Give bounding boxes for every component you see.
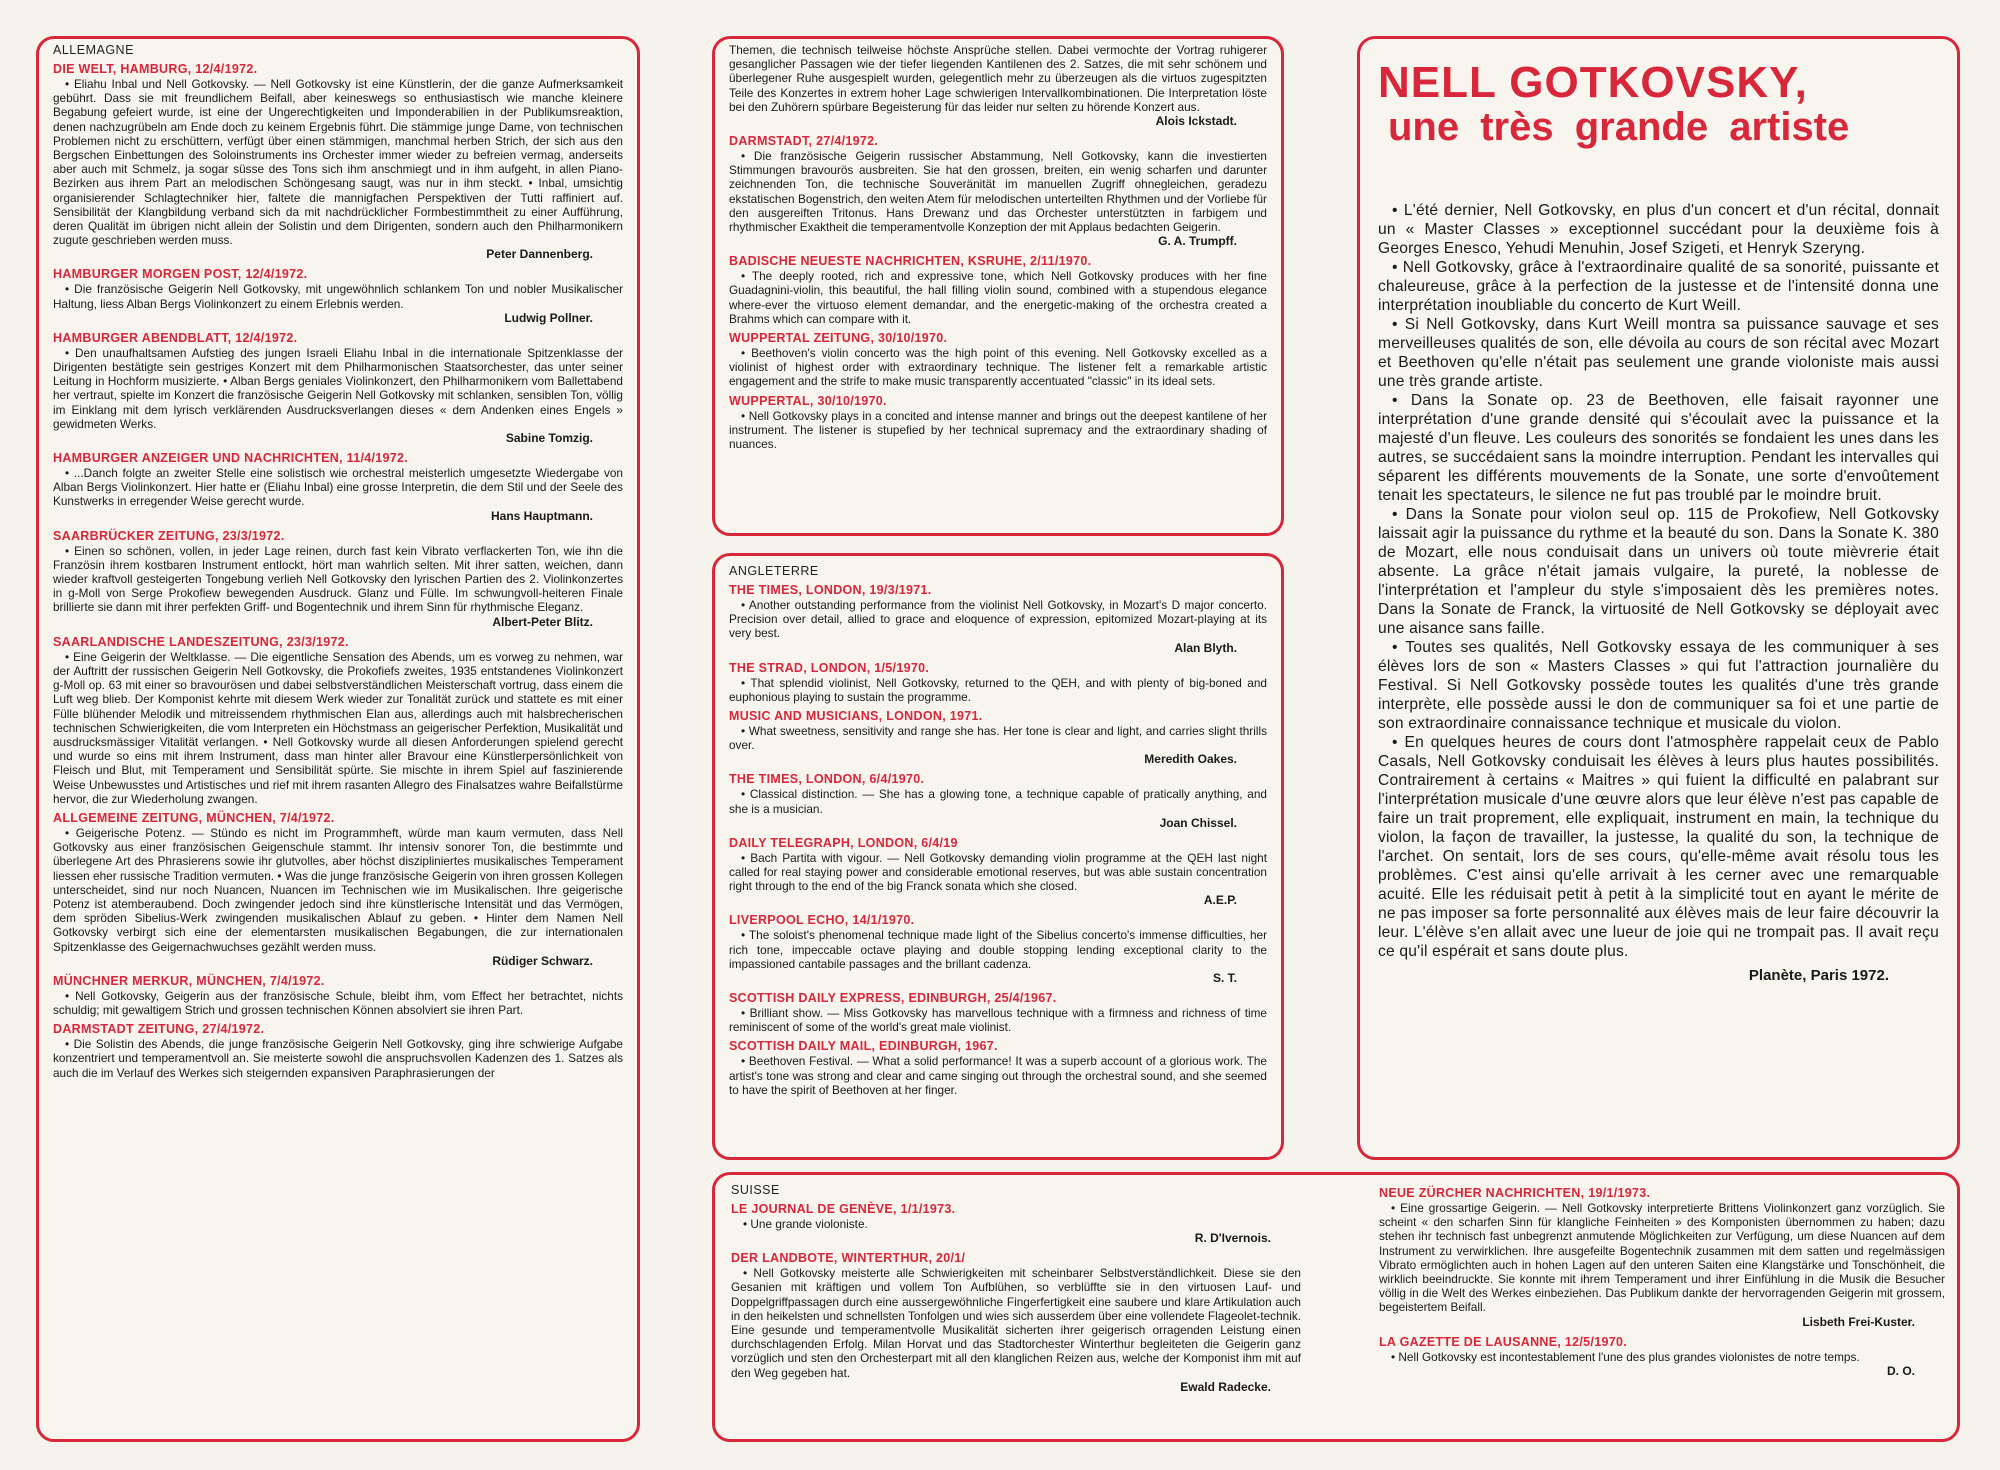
review-signature: Peter Dannenberg.: [486, 247, 593, 262]
review-source: BADISCHE NEUESTE NACHRICHTEN, KSRUHE, 2/11/1970.: [729, 254, 1092, 269]
article-paragraph: • Si Nell Gotkovsky, dans Kurt Weill montra sa puissance sauvage et ses merveilleuses qualités de son, elle dévoila au cours de son récital avec Mozart et Beethoven qu'elle n'était pas seulement une grande violoniste mais aussi une très grande artiste.: [1378, 316, 1939, 390]
review-source: HAMBURGER ANZEIGER UND NACHRICHTEN, 11/4/1972.: [53, 451, 409, 466]
review-source: THE STRAD, LONDON, 1/5/1970.: [729, 660, 930, 675]
review-signature: G. A. Trumpff.: [1158, 234, 1237, 249]
review-text: • Die Solistin des Abends, die junge französische Geigerin Nell Gotkovsky, ging ihre schwierige Aufgabe konzentriert und temperamentvoll an. Sie meisterte sowohl die anspruchsvollen Kadenzen des 1. Satzes als auch die im Verlauf des Werkes sich steigernden expansiven Paraphrasierungen der: [53, 1037, 623, 1080]
review-text: • Eine Geigerin der Weltklasse. — Die eigentliche Sensation des Abends, um es vorweg zu nehmen, war der Auftritt der russischen Geigerin Nell Gotkovsky, die Prokofiefs zweites, 1935 entstandenes Violinkonzert g-Moll op. 63 mit einer so bravourösen und dabei selbstverständlichen Meisterschaft vortrug, dass einem die Luft weg blieb. Der Komponist kehrte mit diesem Werk wieder zur Tonalität zurück und stattete es mit einer Fülle blühender Melodik und mitreissendem rhythmischen Elan aus, allerdings auch mit halsbrecherischen technischen Schwierigkeiten, die vom Interpreten ein Höchstmass an geigerischer Perfektion, Musikalität und ausdrucksmässiger Vitalität verlangen. • Nell Gotkovsky wurde all diesen Anforderungen spielend gerecht und wurde so eins mit ihrem Instrument, dass man hinter aller Bravour eine Künstlerpersönlichkeit von Fleisch und Blut, mit Temperament und Sensibilität spürte. Sie mischte in ihrem Spiel auf faszinierende Weise Unbewusstes und Artistisches und rief mit ihrem rasanten Allegro des Finalsatzes wahre Beifallstürme hervor, die zur Wiederholung zwangen.: [53, 649, 623, 806]
review-source: LE JOURNAL DE GENÈVE, 1/1/1973.: [731, 1202, 956, 1216]
review-source: DIE WELT, HAMBURG, 12/4/1972.: [53, 62, 258, 76]
review-source: DAILY TELEGRAPH, LONDON, 6/4/19: [729, 835, 958, 850]
review-source: THE TIMES, LONDON, 19/3/1971.: [729, 583, 932, 597]
review-text: • Classical distinction. — She has a glowing tone, a technique capable of pratically anything, and she is a musician.: [729, 787, 1267, 816]
article-paragraph: • Toutes ses qualités, Nell Gotkovsky essaya de les communiquer à ses élèves lors de son « Masters Classes » qui fut l'attraction journalière du Festival. Si Nell Gotkovsky possède toutes les qualités d'une très grande interprète, elle possède aussi le don de communiquer sa foi et une partie de son extraordinaire connaissance technique et musicale du violon.: [1378, 639, 1939, 732]
review-signature: Alan Blyth.: [1174, 640, 1237, 655]
review-text: • Die französische Geigerin Nell Gotkovsky, mit ungewöhnlich schlankem Ton und nobler Musikalischer Haltung, liess Alban Bergs Violinkonzert zu einem Erlebnis werden.: [53, 282, 623, 311]
article-paragraph: • L'été dernier, Nell Gotkovsky, en plus d'un concert et d'un récital, donnait un « Master Classes » exceptionnel succédant pour la deuxième fois à Georges Enesco, Yehudi Menuhin, Josef Szigeti, et Henryk Szeryng.: [1378, 202, 1939, 257]
article-body: [1378, 201, 1939, 961]
review-signature: R. D'Ivernois.: [1194, 1231, 1271, 1246]
review-signature: Ewald Radecke.: [1180, 1379, 1271, 1394]
review-text: • That splendid violinist, Nell Gotkovsky, returned to the QEH, and with plenty of big-boned and euphonious playing to sustain the programme.: [729, 675, 1267, 704]
review-signature: Lisbeth Frei-Kuster.: [1802, 1314, 1915, 1329]
box-feature-article: [1357, 36, 1960, 1160]
review-text: • Beethoven Festival. — What a solid performance! It was a superb account of a glorious work. The artist's tone was strong and clear and came singing out through the orchestral sound, and she seemed to have the spirit of Beethoven at her finger.: [729, 1054, 1267, 1097]
review-source: MÜNCHNER MERKUR, MÜNCHEN, 7/4/1972.: [53, 973, 325, 988]
article-subtitle: une très grande artiste: [1388, 105, 1850, 149]
review-signature: Ludwig Pollner.: [504, 310, 593, 325]
box-england: [712, 553, 1284, 1160]
review-text: • Den unaufhaltsamen Aufstieg des jungen Israeli Eliahu Inbal in die internationale Spitzenklasse der Dirigenten bestätigte sein gestriges Konzert mit dem Philharmonischen Staatsorchester, das unter seiner Leitung in Hochform musizierte. • Alban Bergs geniales Violinkonzert, den Philharmonikern vom Ballettabend her vertraut, spielte im Konzert die französische Geigerin Nell Gotkovsky mit schlanken, sensiblen Ton, völlig im Einklang mit dem lyrisch verklärenden Ausdrucksverlangen dieses « dem Andenken eines Engels » gewidmeten Werks.: [53, 345, 623, 431]
review-signature: Albert-Peter Blitz.: [492, 614, 593, 629]
review-source: SCOTTISH DAILY EXPRESS, EDINBURGH, 25/4/1967.: [729, 991, 1057, 1006]
article-paragraph: • Nell Gotkovsky, grâce à l'extraordinaire qualité de sa sonorité, puissante et chaleureuse, grâce à la perfection de la justesse et de l'intensité donna une interprétation inoubliable du concerto de Kurt Weill.: [1378, 259, 1939, 314]
region-label: SUISSE: [731, 1183, 780, 1197]
review-signature: Hans Hauptmann.: [490, 508, 593, 523]
article-title: NELL GOTKOVSKY,: [1378, 58, 1808, 107]
review-text: • Nell Gotkovsky plays in a concited and intense manner and brings out the deepest kantilene of her instrument. The listener is stupefied by her technical supremacy and the extraordinary shading of nuances.: [729, 408, 1267, 452]
review-text: • Beethoven's violin concerto was the high point of this evening. Nell Gotkovsky excelled as a violinist of highest order with extraordinary technique. The listener felt a remarkable artistic engagement and the strife to make music transparently accentuated "classic" in its ideal sets.: [729, 346, 1267, 389]
review-source: SAARBRÜCKER ZEITUNG, 23/3/1972.: [53, 528, 285, 543]
review-signature: D. O.: [1886, 1363, 1915, 1378]
review-source: DARMSTADT, 27/4/1972.: [729, 134, 879, 149]
review-list: [53, 62, 623, 1080]
review-text: • Geigerische Potenz. — Stündo es nicht im Programmheft, würde man kaum vermuten, dass Nell Gotkovsky aus einer französischen Geigenschule stammt. Ihr intensiv sonorer Ton, die bestimmte und überlegene Art des Phrasierens sowie ihr glutvolles, aber höchst diszipliniertes musikalisches Temperament liessen eher russische Tradition vermuten. • Was die junge französische Geigerin von ihren grossen Kollegen unterscheidet, sind nur noch Nuancen, Nuancen im Technischen wie im Musikalischen. Ihre geigerische Potenz ist atemberaubend. Doch zwingender jedoch sind ihre künstlerische Intensität und das Vermögen, dem spröden Sibelius-Werk zwingenden musikalischen Ablauf zu geben. • Hinter dem Namen Nell Gotkovsky verbirgt sich eine der elementarsten musikalischen Begabungen, die zur internationalen Spitzenklasse des Geigernachwuchses gezählt werden muss.: [53, 825, 623, 954]
review-list: [731, 1202, 1301, 1395]
review-source: ALLGEMEINE ZEITUNG, MÜNCHEN, 7/4/1972.: [53, 810, 335, 825]
region-label: ALLEMAGNE: [53, 43, 134, 57]
review-text: • Einen so schönen, vollen, in jeder Lage reinen, durch fast kein Vibrato verflackerten Ton, wie ihn die Französin ihrem kostbaren Instrument entlockt, hört man wahrlich selten. Mit ihrer satten, weichen, dann wieder kraftvoll gesteigerten Tongebung verlieh Nell Gotkovsky den lyrischen Partien des 2. Violinkonzertes in g-Moll von Serge Prokofiew bewegenden Ausdruck. Glanz und Fülle. Im schwungvoll-heiteren Finale brillierte sie dann mit ihrer perfekten Griff- und Bogentechnik und ihrem Sinn für rhythmische Eleganz.: [53, 543, 623, 615]
lead-text: Themen, die technisch teilweise höchste Ansprüche stellen. Dabei vermochte der Vortrag ruhigerer gesanglicher Passagen wie der tiefer liegenden Kantilenen des 2. Satzes, die mit sehr schönem und überlegener Ruhe ausgespielt wurden, gelegentlich mehr zu überzeugen als die virtuos zugespitzten Teile des Konzertes in extrem hoher Lage schwierigen Intervallkombinationen. Die Interpretation löste bei den Zuhörern spürbare Begeisterung für das leider nur selten zu hörende Konzert aus.: [729, 43, 1267, 114]
review-signature: Sabine Tomzig.: [505, 431, 593, 446]
article-paragraph: • Dans la Sonate pour violon seul op. 115 de Prokofiew, Nell Gotkovsky laissait agir la puissance du rythme et la beauté du son. Dans la Sonate K. 380 de Mozart, elle nous conduisait dans un univers où toute mièvrerie était absente. La grâce n'était jamais vulgaire, la pureté, la noblesse de l'interprétation et l'ampleur du style s'imposaient dès les premières notes. Dans la Sonate de Franck, la virtuosité de Nell Gotkovsky se déployait avec une aisance sans faille.: [1378, 506, 1939, 637]
review-source: LA GAZETTE DE LAUSANNE, 12/5/1970.: [1379, 1334, 1627, 1349]
review-source: DER LANDBOTE, WINTERTHUR, 20/1/: [731, 1251, 966, 1266]
review-signature: Joan Chissel.: [1159, 815, 1237, 830]
review-list: [729, 134, 1267, 451]
review-text: • The deeply rooted, rich and expressive tone, which Nell Gotkovsky produces with her fine Guadagnini-violin, this beautiful, the hall filling violin sound, combined with a stupendous elegance where-ever the virtuoso element demandar, and the energetic-making of the orchestra created a Brahms which can compare with it.: [729, 269, 1267, 326]
review-text: • Eine grossartige Geigerin. — Nell Gotkovsky interpretierte Brittens Violinkonzert ganz vorzüglich. Sie scheint « den scharfen Sinn für klangliche Feinheiten » des Komponisten übernommen zu haben; dazu stehen ihr technisch fast unbegrenzt anmutende Möglichkeiten zur Verfügung, um diese Nuancen auf dem Instrument zu verwirklichen. Ihre ausgefeilte Bogentechnik zusammen mit dem satten und regelmässigen Vibrato ermöglichten auch in hohen Lagen auf den unteren Saiten eine Klangstärke und Tonschönheit, die wirklich beeindruckte. Sie konnte mit ihrem Temperament und ihrer Einfühlung in die Musik die Besucher völlig in die Welt des Werkes einbeziehen. Das Publikum dankte der hervorragenden Geigerin mit grossem, begeistertem Beifall.: [1379, 1201, 1945, 1315]
review-list: [1379, 1186, 1945, 1379]
box-switzerland: [712, 1172, 1960, 1442]
review-text: • Another outstanding performance from the violinist Nell Gotkovsky, in Mozart's D major concerto. Precision over detail, allied to grace and eloquence of expression, epitomized Mozart-playing at its very best.: [729, 598, 1267, 641]
review-text: • Brilliant show. — Miss Gotkovsky has marvellous technique with a firmness and richness of time reminiscent of some of the world's great male violinist.: [729, 1006, 1267, 1035]
box-germany-continued: [712, 36, 1284, 536]
review-list: [729, 583, 1267, 1097]
region-label: ANGLETERRE: [729, 564, 819, 578]
review-source: MUSIC AND MUSICIANS, LONDON, 1971.: [729, 709, 983, 724]
review-source: NEUE ZÜRCHER NACHRICHTEN, 19/1/1973.: [1379, 1186, 1651, 1200]
review-text: • ...Danch folgte an zweiter Stelle eine solistisch wie orchestral meisterlich umgesetzte Wiedergabe von Alban Bergs Violinkonzert. Hier hatte er (Eliahu Inbal) eine grosse Interpretin, die dem Stil und der Seele des Kunstwerks in erregender Weise gerecht wurde.: [53, 466, 623, 509]
review-source: HAMBURGER ABENDBLATT, 12/4/1972.: [53, 330, 298, 345]
article-signature: Planète, Paris 1972.: [1748, 967, 1889, 984]
review-source: THE TIMES, LONDON, 6/4/1970.: [729, 772, 925, 787]
review-text: • Die französische Geigerin russischer Abstammung, Nell Gotkovsky, kann die investierten Stimmungen bravourös ausbreiten. Sie hat den grossen, breiten, ein wenig scharfen und darunter zeichnenden Ton, die technische Souveränität im manuellen Zugriff ohnegleichen, geradezu ekstatischen Bogenstrich, den weiten Atem für melodischen unterteilten Rhythmen und der Vorliebe für den ausgereiften Tritonus. Hans Drewanz und das Orchester unterstützten in farbigem und rhythmischer Exaktheit die temperamentvolle Konzeption der mit Applaus bedachten Geigerin.: [729, 149, 1267, 235]
review-signature: Rüdiger Schwarz.: [492, 953, 593, 968]
review-text: • What sweetness, sensitivity and range she has. Her tone is clear and light, and carries slight thrills over.: [729, 724, 1267, 753]
review-signature: S. T.: [1212, 971, 1237, 986]
switzerland-right: [1379, 1181, 1945, 1379]
review-signature: Meredith Oakes.: [1144, 752, 1237, 767]
review-source: SCOTTISH DAILY MAIL, EDINBURGH, 1967.: [729, 1039, 998, 1054]
box-germany: [36, 36, 640, 1442]
article-paragraph: • Dans la Sonate op. 23 de Beethoven, elle faisait rayonner une interprétation d'une grande densité qui s'écoulait avec la puissance et la majesté d'un fleuve. Les couleurs des sonorités se fondaient les unes dans les autres, se succédaient sans la moindre interruption. Pendant les intervalles qui séparent les différents mouvements de la Sonate, une sorte d'envoûtement tenait les spectateurs, le silence ne fut pas troublé par le moindre bruit.: [1378, 392, 1939, 504]
review-source: HAMBURGER MORGEN POST, 12/4/1972.: [53, 267, 308, 282]
review-source: WUPPERTAL, 30/10/1970.: [729, 393, 887, 408]
review-text: • Bach Partita with vigour. — Nell Gotkovsky demanding violin programme at the QEH last night called for real staying power and considerable emotional reserves, but was able sustain concentration right through to the end of the big Franck sonata which she closed.: [729, 850, 1267, 894]
review-text: • Nell Gotkovsky, Geigerin aus der französische Schule, bleibt ihm, vom Effect her betrachtet, nichts schuldig; mit gewaltigem Strich und grossen technischen Können absolviert sie ihren Part.: [53, 988, 623, 1017]
review-signature: A.E.P.: [1203, 893, 1237, 908]
lead-signature: Alois Ickstadt.: [1155, 114, 1237, 129]
review-text: • Eliahu Inbal und Nell Gotkovsky. — Nell Gotkovsky ist eine Künstlerin, der die ganze Aufmerksamkeit gebührt. Dass sie mit freundlichem Beifall, aber keineswegs so enthusiastisch wie manche kleinere Begabung gefeiert wurde, ist eine der Ungerechtigkeiten und Imponderabilien in der Publikumsreaktion, denen nachzugrübeln am Ende doch zu keinem Ergebnis führt. Die stämmige junge Dame, von technischen Problemen nicht zu erschüttern, verfügt über einen stämmigen, manchmal herben Strich, der sich aus den Bergschen Einbettungen des Soloinstruments ins Orchester immer wieder zu befreien vermag, anderseits aber auch mit Schmelz, ja sogar süsse des Tons sich ihm anschmiegt und in ihm aufgeht, in allen Piano-Bezirken aus ihrem Part an melodischen Schöngesang saugt, was nur in ihm steckt. • Inbal, umsichtig organisierender Schlagtechniker hier, faltete die mannigfachen Perspektiven der Tutti raffiniert auf. Sensibilität der Klangbildung verband sich da mit nachdrücklicher Formbestimmtheit zu einer Aufführung, deren Qualität im übrigen nicht allein der Solistin und dem Dirigenten, sondern auch den Philharmonikern zugute geschrieben werden muss.: [53, 77, 623, 248]
switzerland-left: [731, 1183, 1301, 1395]
review-source: WUPPERTAL ZEITUNG, 30/10/1970.: [729, 331, 948, 346]
article-paragraph: • En quelques heures de cours dont l'atmosphère rappelait ceux de Pablo Casals, Nell Gotkovsky conduisait les élèves à leurs plus hautes possibilités. Contrairement à certains « Maitres » qui fuient la difficulté en palabrant sur l'interprétation musicale d'une œuvre alors que leur élève n'est pas capable de faire un trait proprement, elle expliquait, instrument en main, la technique du violon, la façon de travailler, la justesse, la qualité du son, la technique de l'archet. On sentait, lors de ses cours, qu'elle-même avait résolu tous les problèmes. C'est ainsi qu'elle arrivait à les cerner avec une remarquable acuité. Elle les réduisait petit à petit à la simplicité tout en ayant le mérite de ne pas imposer sa forte personnalité aux élèves mais de leur faire découvrir la leur. L'élève s'en allait avec une lueur de joie qui ne trompait pas. Il avait reçu ce qu'il espérait et sans doute plus.: [1378, 734, 1939, 960]
review-text: • Nell Gotkovsky meisterte alle Schwierigkeiten mit scheinbarer Selbstverständlichkeit. Diese sie den Gesanien mit kräftigen und vollem Ton Aufblühen, so verblüffte sie in den virtuosen Lauf- und Doppelgriffpassagen durch eine aussergewöhnliche Fingerfertigkeit eine saubere und klare Artikulation auch in den heikelsten und schnellsten Tonfolgen und wies sich ausserdem über eine vollendete Flageolet-technik. Eine gesunde und temperamentvolle Musikalität sicherten ihrer geigerisch orragenden Leistung einen durchschlagenden Erfolg. Milan Horvat und das Stadtorchester Winterthur begleiteten die Geigerin ganz vorzüglich und sten den Orchesterpart mit all den klanglichen Reizen aus, welche der Komponist ihm mit auf den Weg gegeben hat.: [731, 1266, 1301, 1380]
review-source: SAARLANDISCHE LANDESZEITUNG, 23/3/1972.: [53, 634, 349, 649]
review-source: DARMSTADT ZEITUNG, 27/4/1972.: [53, 1022, 265, 1037]
review-text: • Une grande violoniste.: [743, 1217, 868, 1231]
review-text: • The soloist's phenomenal technique made light of the Sibelius concerto's immense difficulties, her rich tone, impeccable octave playing and double stopping lending exceptional clarity to the impassioned cantabile passages and the brillant cadenza.: [729, 928, 1267, 971]
review-source: LIVERPOOL ECHO, 14/1/1970.: [729, 913, 915, 928]
review-text: • Nell Gotkovsky est incontestablement l'une des plus grandes violonistes de notre temps.: [1391, 1349, 1860, 1364]
